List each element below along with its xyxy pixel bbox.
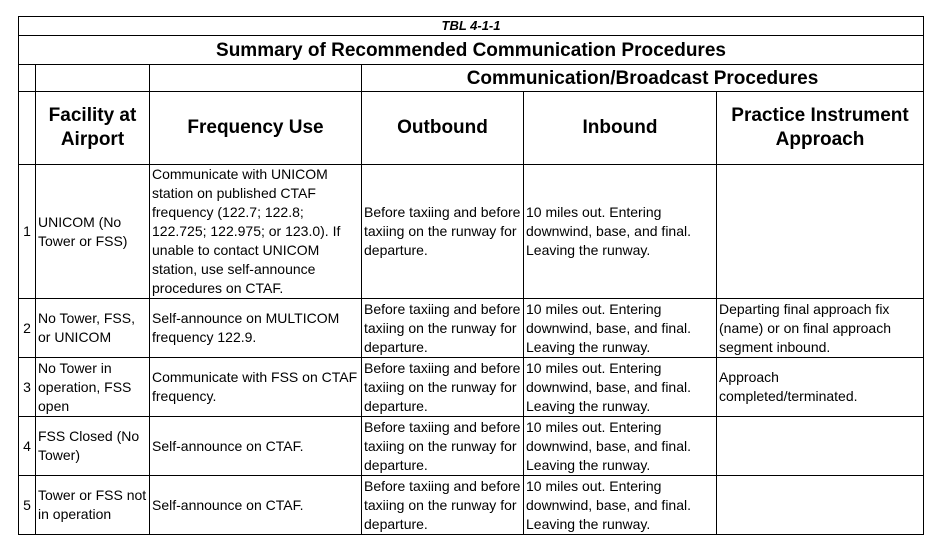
inbound-cell: 10 miles out. Entering downwind, base, and final. Leaving the runway. [524, 476, 717, 535]
row-number: 4 [19, 417, 36, 476]
outbound-cell: Before taxiing and before taxiing on the runway for departure. [362, 165, 524, 299]
row-number: 5 [19, 476, 36, 535]
practice-cell [717, 417, 924, 476]
header-frequency: Frequency Use [150, 92, 362, 165]
inbound-cell: 10 miles out. Entering downwind, base, and final. Leaving the runway. [524, 299, 717, 358]
table-row [19, 476, 924, 535]
frequency-cell: Communicate with UNICOM station on published CTAF frequency (122.7; 122.8; 122.725; 122.975; or 123.0). If unable to contact UNICOM station, use self-announce procedures on CTAF. [150, 165, 362, 299]
facility-cell: FSS Closed (No Tower) [36, 417, 150, 476]
header-practice: Practice Instrument Approach [717, 92, 924, 165]
inbound-cell: 10 miles out. Entering downwind, base, and final. Leaving the runway. [524, 165, 717, 299]
table-row [19, 165, 924, 299]
table-title: Summary of Recommended Communication Procedures [19, 36, 924, 65]
table-row [19, 358, 924, 417]
procedures-table [18, 16, 924, 535]
table-row [19, 299, 924, 358]
blank-cell [150, 65, 362, 92]
group-header: Communication/Broadcast Procedures [362, 65, 924, 92]
frequency-cell: Self-announce on CTAF. [150, 476, 362, 535]
procedures-table-container [18, 16, 924, 535]
practice-cell [717, 476, 924, 535]
frequency-cell: Communicate with FSS on CTAF frequency. [150, 358, 362, 417]
blank-cell [19, 92, 36, 165]
practice-cell: Departing final approach fix (name) or on final approach segment inbound. [717, 299, 924, 358]
blank-cell [19, 65, 36, 92]
row-number: 1 [19, 165, 36, 299]
outbound-cell: Before taxiing and before taxiing on the runway for departure. [362, 299, 524, 358]
inbound-cell: 10 miles out. Entering downwind, base, and final. Leaving the runway. [524, 417, 717, 476]
header-inbound: Inbound [524, 92, 717, 165]
blank-cell [36, 65, 150, 92]
outbound-cell: Before taxiing and before taxiing on the runway for departure. [362, 358, 524, 417]
facility-cell: No Tower in operation, FSS open [36, 358, 150, 417]
facility-cell: Tower or FSS not in operation [36, 476, 150, 535]
header-facility: Facility at Airport [36, 92, 150, 165]
facility-cell: UNICOM (No Tower or FSS) [36, 165, 150, 299]
outbound-cell: Before taxiing and before taxiing on the runway for departure. [362, 476, 524, 535]
practice-cell: Approach completed/terminated. [717, 358, 924, 417]
inbound-cell: 10 miles out. Entering downwind, base, and final. Leaving the runway. [524, 358, 717, 417]
frequency-cell: Self-announce on CTAF. [150, 417, 362, 476]
outbound-cell: Before taxiing and before taxiing on the runway for departure. [362, 417, 524, 476]
table-row [19, 417, 924, 476]
row-number: 2 [19, 299, 36, 358]
table-label: TBL 4-1-1 [19, 17, 924, 36]
facility-cell: No Tower, FSS, or UNICOM [36, 299, 150, 358]
frequency-cell: Self-announce on MULTICOM frequency 122.9. [150, 299, 362, 358]
practice-cell [717, 165, 924, 299]
header-outbound: Outbound [362, 92, 524, 165]
row-number: 3 [19, 358, 36, 417]
